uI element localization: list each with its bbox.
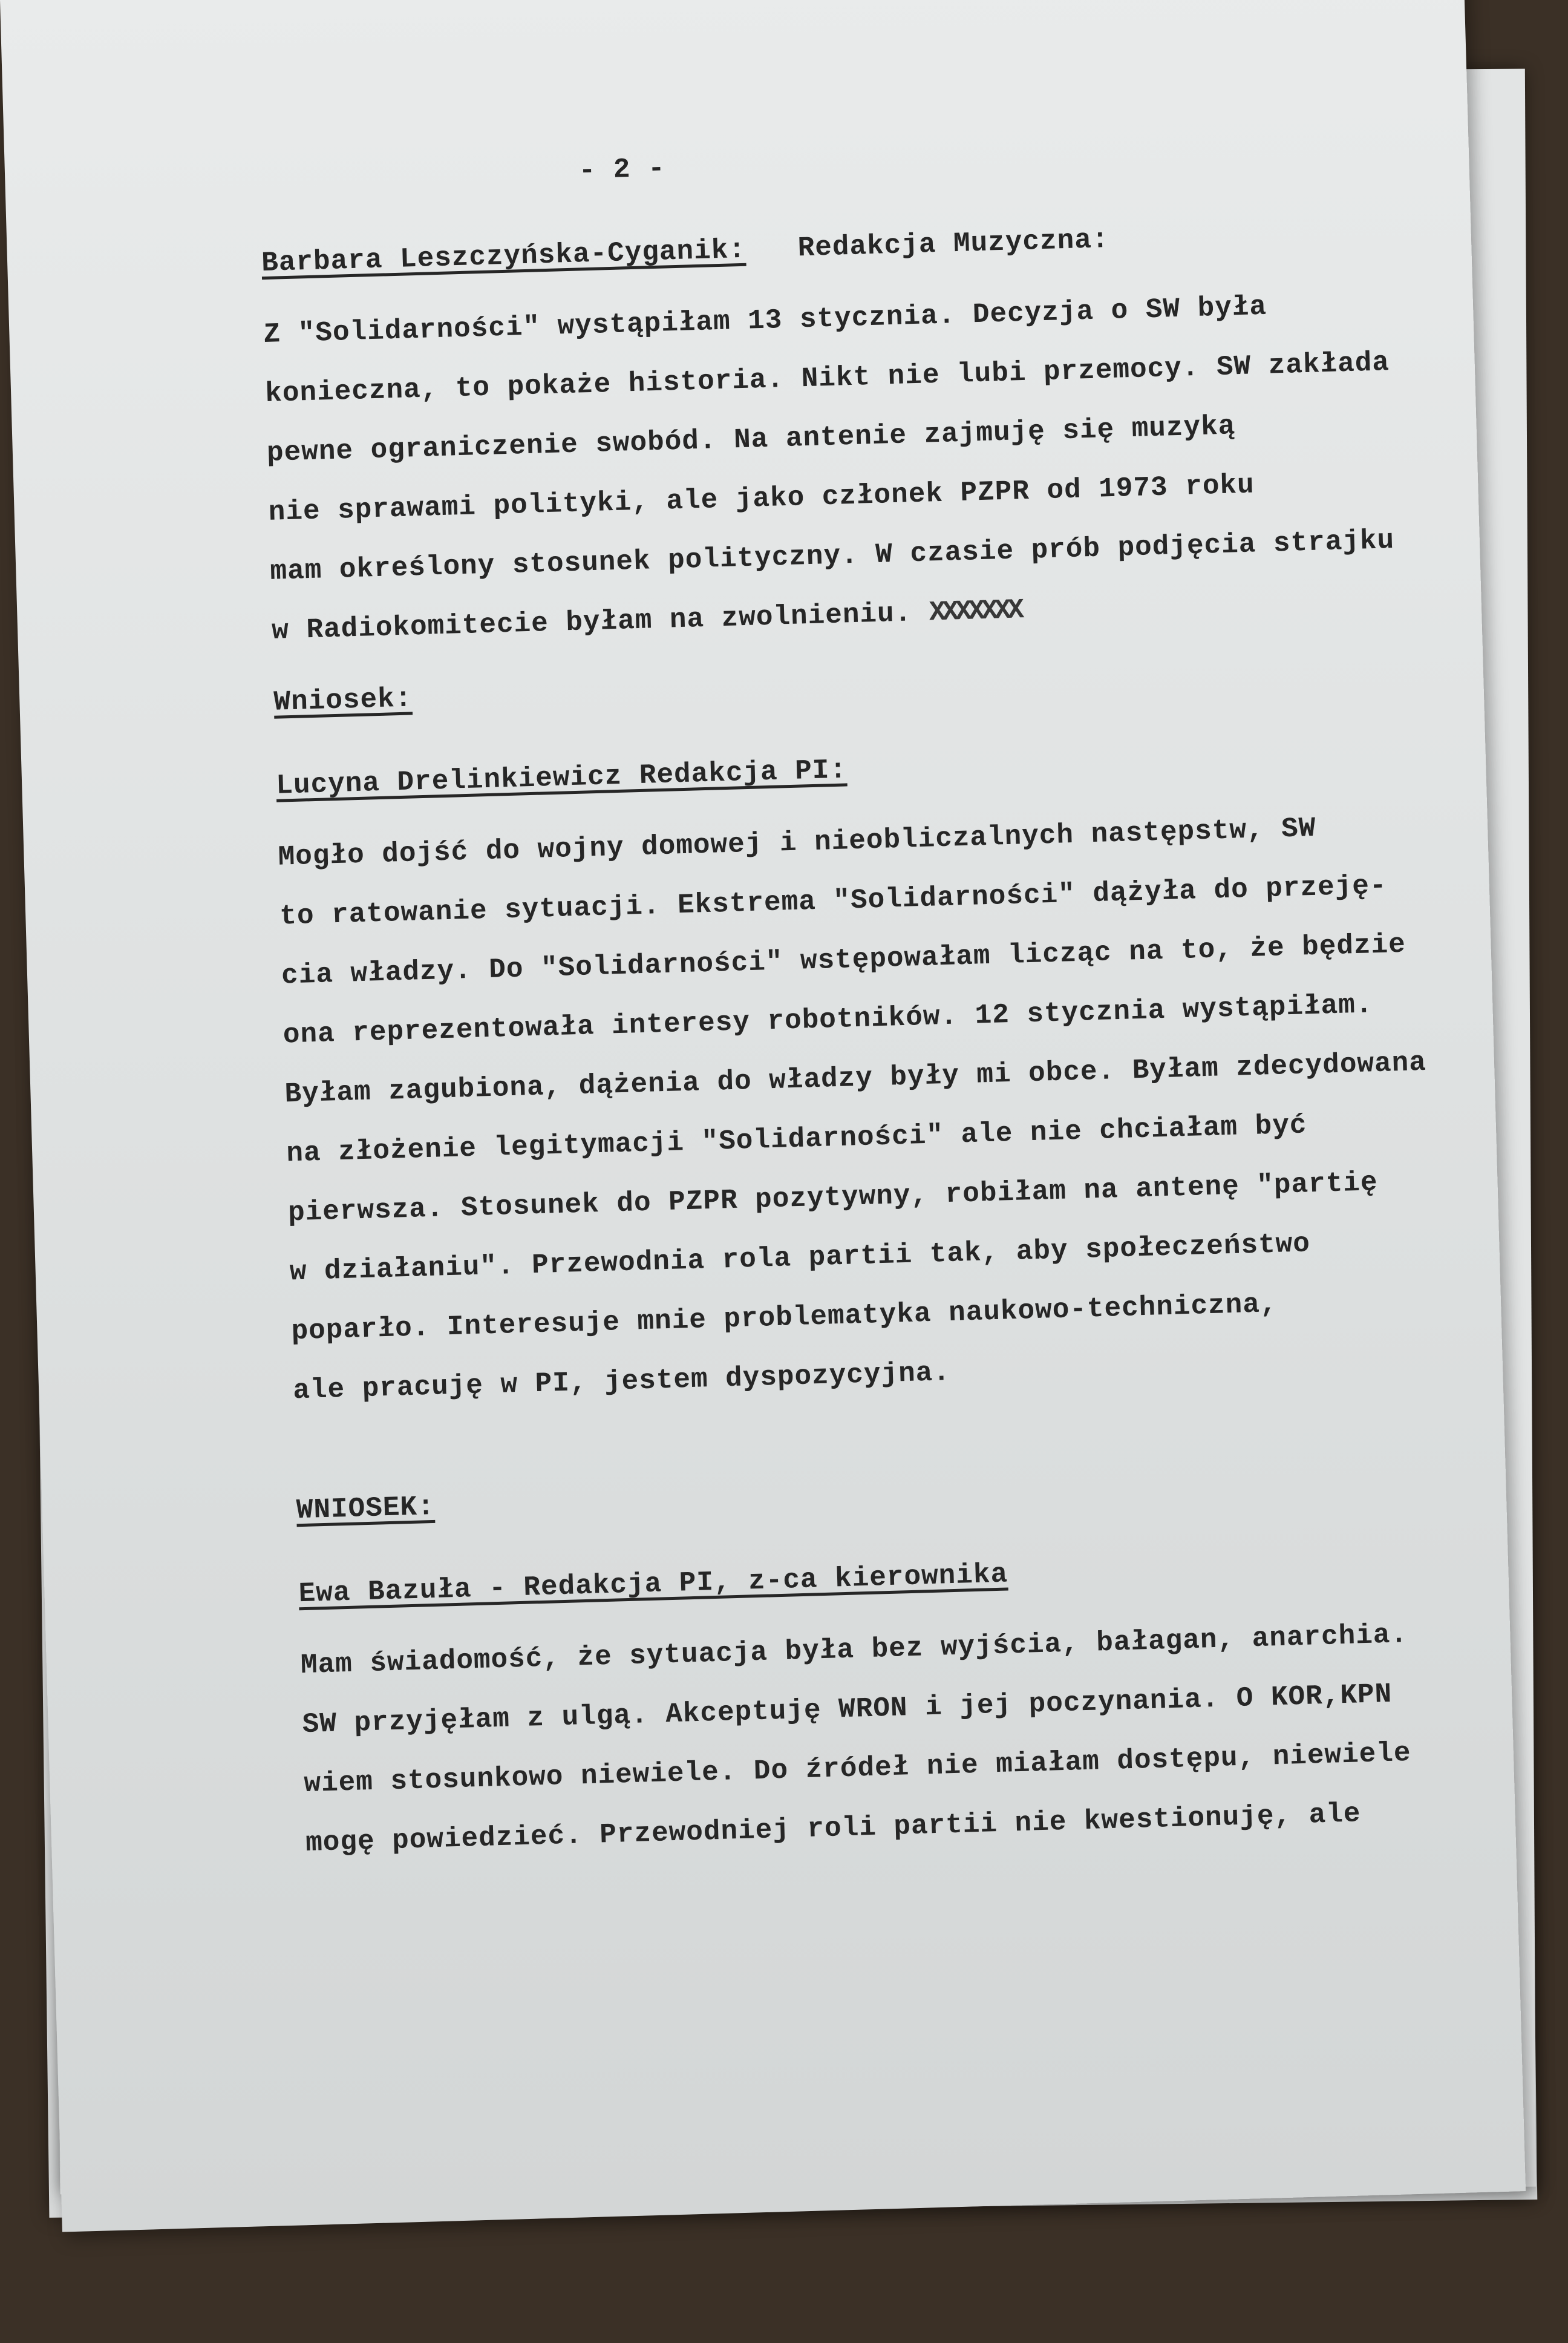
text-line: mogę powiedzieć. Przewodniej roli partii nie kwestionuję, ale bbox=[305, 1798, 1362, 1860]
text-line: poparło. Interesuje mnie problematyka naukowo-techniczna, bbox=[290, 1288, 1278, 1348]
text-line: mam określony stosunek polityczny. W czasie prób podjęcia strajku bbox=[269, 524, 1395, 588]
text-line: konieczna, to pokaże historia. Nikt nie lubi przemocy. SW zakłada bbox=[264, 347, 1390, 410]
section-3-text bbox=[300, 1603, 1486, 1873]
text-line: nie sprawami polityki, ale jako członek PZPR od 1973 roku bbox=[268, 469, 1255, 528]
text-line: cia władzy. Do "Solidarności" wstępowałam licząc na to, że będzie bbox=[281, 928, 1406, 992]
struck-out-text: XXXXXXX bbox=[929, 594, 1021, 629]
text-line: na złożenie legitymacji "Solidarności" ale nie chciałam być bbox=[286, 1109, 1308, 1170]
text-line: wiem stosunkowo niewiele. Do źródeł nie miałam dostępu, niewiele bbox=[303, 1737, 1412, 1800]
section-2-text bbox=[277, 795, 1473, 1420]
text-line: to ratowanie sytuacji. Ekstrema "Solidarności" dążyła do przeję- bbox=[279, 870, 1388, 932]
text-line: Z "Solidarności" wystąpiłam 13 stycznia. Decyzja o SW była bbox=[263, 290, 1267, 351]
person-name: Lucyna Drelinkiewicz Redakcja PI: bbox=[275, 754, 848, 802]
text-line: w działaniu". Przewodnia rola partii tak, aby społeczeństwo bbox=[289, 1228, 1311, 1288]
section-1-text bbox=[263, 272, 1452, 661]
department: Redakcja Muzyczna: bbox=[797, 223, 1110, 264]
person-name: Ewa Bazuła - Redakcja PI, z-ca kierownika bbox=[298, 1558, 1008, 1610]
text-line: ona reprezentowała interesy robotników. 12 stycznia wystąpiłam. bbox=[283, 989, 1374, 1051]
document-body bbox=[258, 117, 1486, 1885]
text-line: Mam świadomość, że sytuacja była bez wyjścia, bałagan, anarchia. bbox=[300, 1619, 1408, 1682]
text-line: SW przyjęłam z ulgą. Akceptuję WRON i jej poczynania. O KOR,KPN bbox=[302, 1678, 1393, 1741]
conclusion-label: WNIOSEK: bbox=[296, 1490, 436, 1527]
conclusion-label: Wniosek: bbox=[273, 683, 413, 718]
text-line: Mogło dojść do wojny domowej i nieobliczalnych następstw, SW bbox=[278, 812, 1317, 873]
text-line: Byłam zagubiona, dążenia do władzy były mi obce. Byłam zdecydowana bbox=[284, 1046, 1427, 1110]
text-line: pewne ograniczenie swobód. Na antenie zajmuję się muzyką bbox=[266, 410, 1236, 469]
page-number: - 2 - bbox=[578, 152, 666, 187]
person-name: Barbara Leszczyńska-Cyganik: bbox=[261, 234, 746, 280]
text-line: ale pracuję w PI, jestem dyspozycyjna. bbox=[292, 1357, 951, 1407]
text-line-content: w Radiokomitecie byłam na zwolnieniu. bbox=[271, 597, 912, 647]
text-line: pierwsza. Stosunek do PZPR pozytywny, robiłam na antenę "partię bbox=[287, 1167, 1379, 1229]
